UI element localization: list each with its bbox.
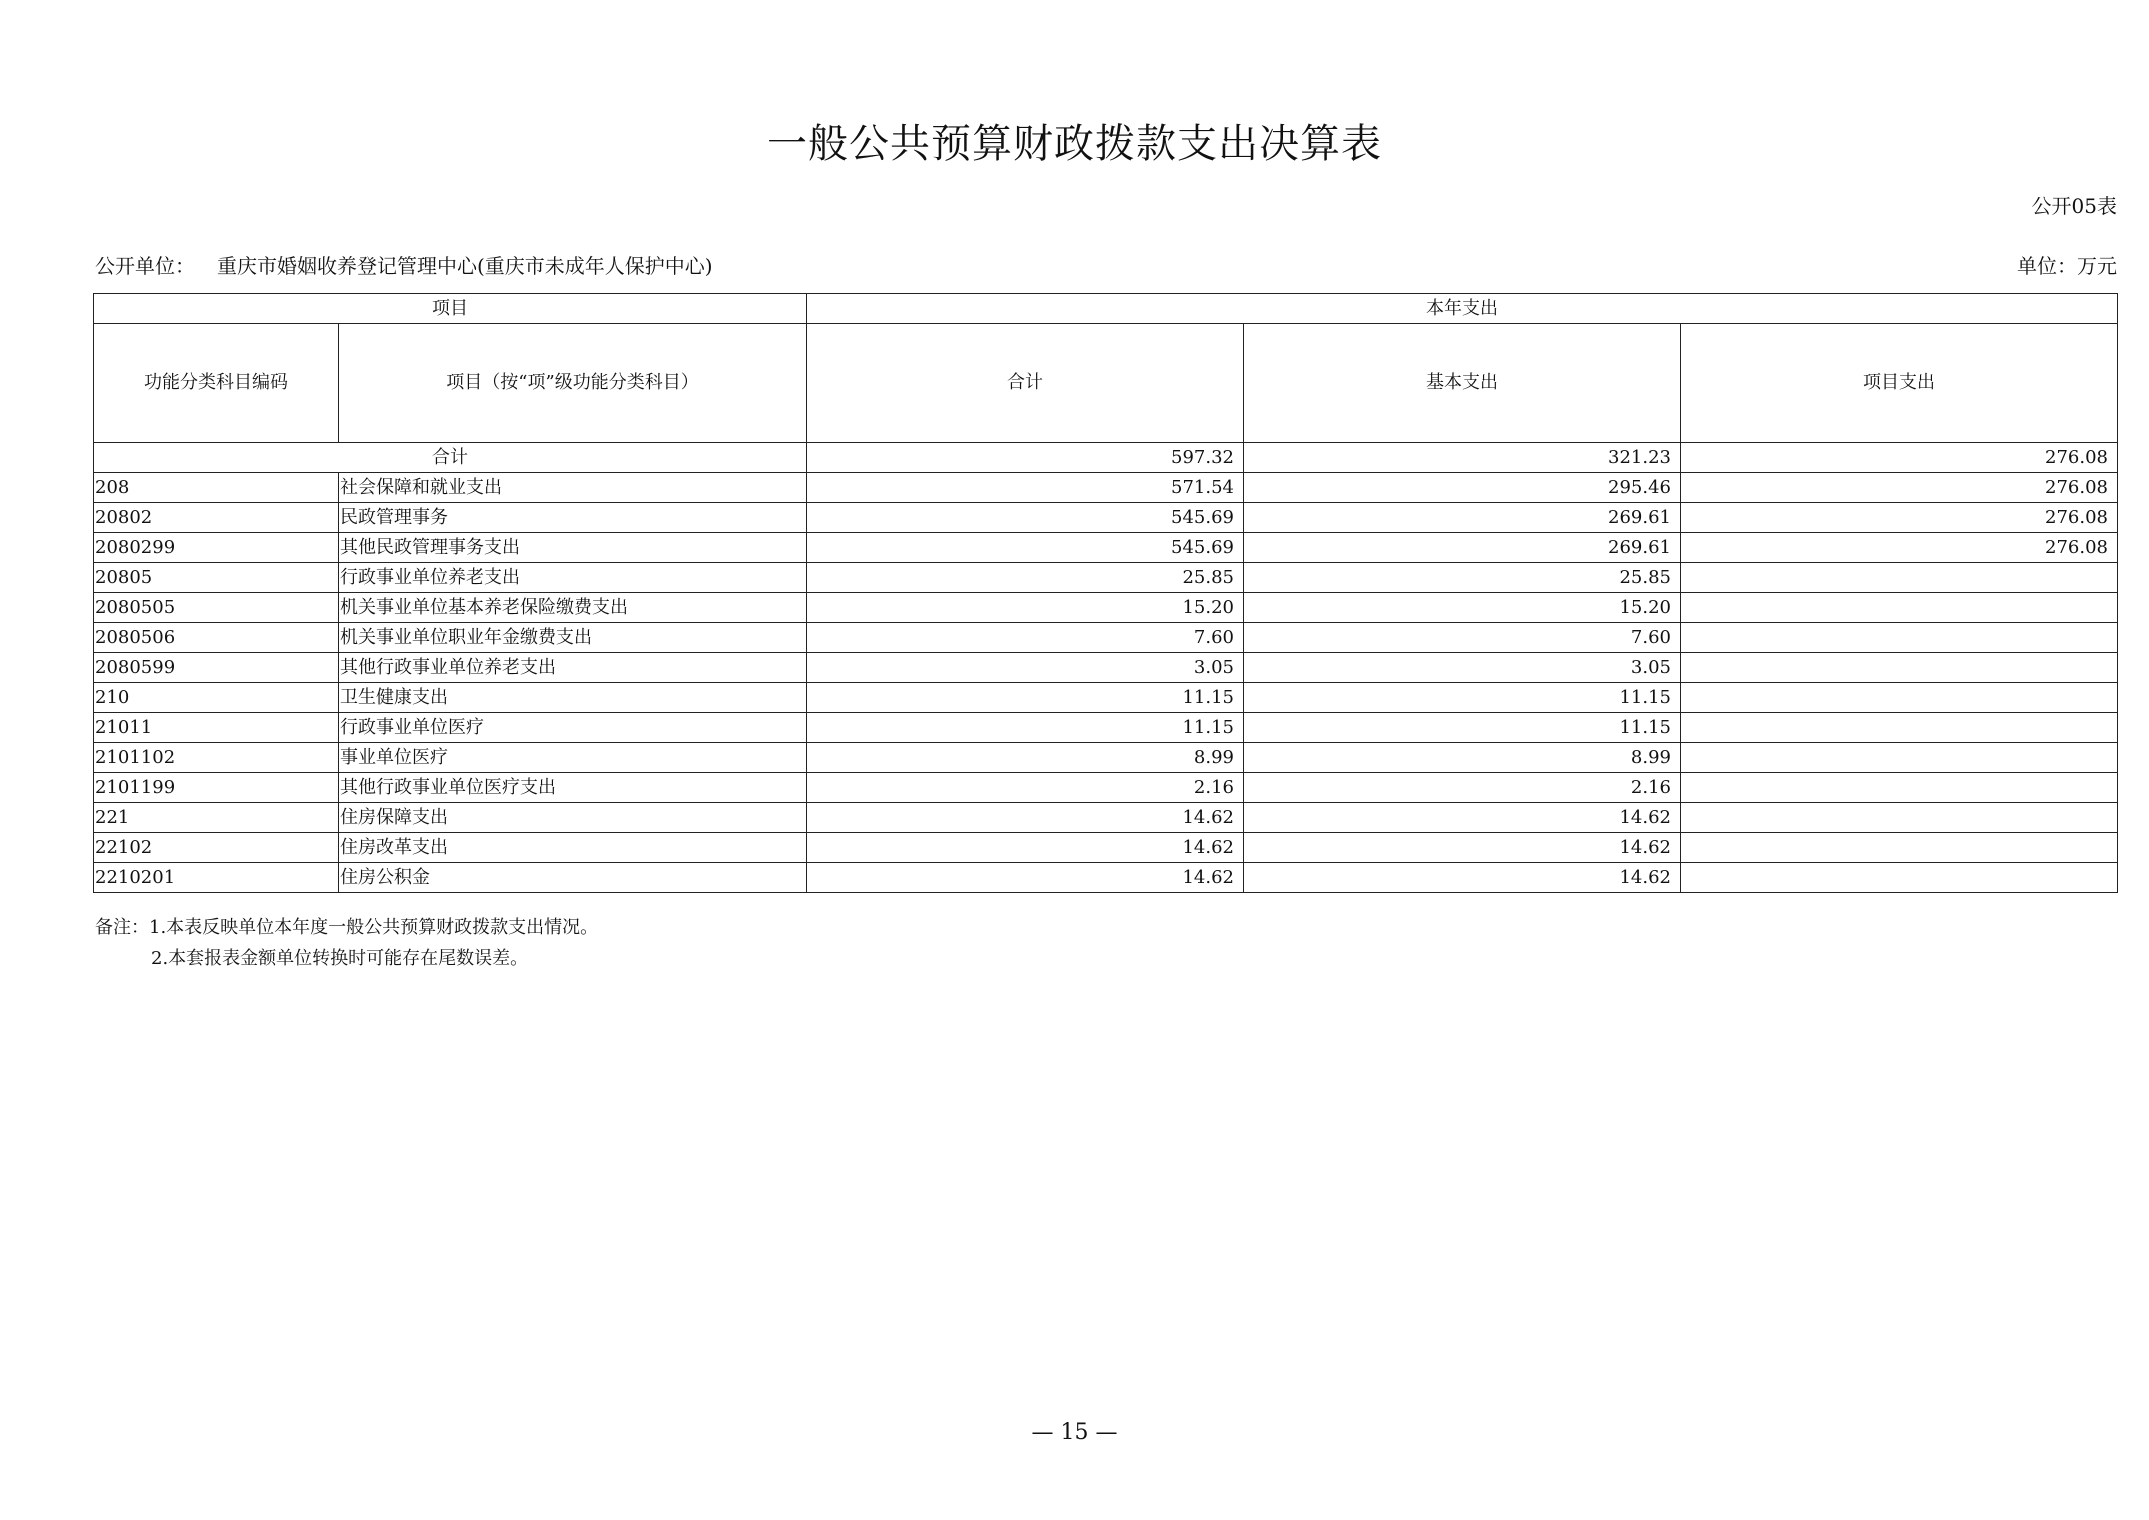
cell-name: 住房保障支出 (339, 803, 807, 833)
header-row-top (94, 294, 2118, 324)
cell-proj (1681, 593, 2118, 623)
header-total: 合计 (807, 324, 1244, 443)
cell-basic: 11.15 (1244, 713, 1681, 743)
total-basic: 321.23 (1244, 443, 1681, 473)
cell-proj (1681, 743, 2118, 773)
cell-total: 3.05 (807, 653, 1244, 683)
cell-code: 2210201 (94, 863, 339, 893)
cell-code: 2101199 (94, 773, 339, 803)
cell-total: 545.69 (807, 533, 1244, 563)
cell-proj (1681, 803, 2118, 833)
table-row (94, 593, 2118, 623)
header-project: 项目 (94, 294, 807, 324)
cell-basic: 11.15 (1244, 683, 1681, 713)
unit-line (95, 250, 2117, 279)
cell-proj (1681, 773, 2118, 803)
cell-basic: 7.60 (1244, 623, 1681, 653)
cell-total: 545.69 (807, 503, 1244, 533)
cell-name: 社会保障和就业支出 (339, 473, 807, 503)
table-row (94, 533, 2118, 563)
notes (95, 912, 598, 974)
cell-total: 8.99 (807, 743, 1244, 773)
cell-code: 20805 (94, 563, 339, 593)
cell-basic: 295.46 (1244, 473, 1681, 503)
cell-code: 208 (94, 473, 339, 503)
cell-basic: 3.05 (1244, 653, 1681, 683)
table-row (94, 713, 2118, 743)
cell-total: 571.54 (807, 473, 1244, 503)
cell-proj (1681, 623, 2118, 653)
note-1: 备注：1.本表反映单位本年度一般公共预算财政拨款支出情况。 (95, 917, 599, 938)
cell-code: 221 (94, 803, 339, 833)
cell-total: 15.20 (807, 593, 1244, 623)
cell-total: 2.16 (807, 773, 1244, 803)
cell-proj (1681, 863, 2118, 893)
table-row (94, 863, 2118, 893)
page-title: 一般公共预算财政拨款支出决算表 (767, 121, 1382, 167)
cell-basic: 14.62 (1244, 863, 1681, 893)
cell-name: 住房公积金 (339, 863, 807, 893)
cell-total: 11.15 (807, 713, 1244, 743)
org-info (95, 250, 713, 279)
table-row (94, 623, 2118, 653)
cell-total: 14.62 (807, 863, 1244, 893)
cell-code: 2080506 (94, 623, 339, 653)
cell-code: 2101102 (94, 743, 339, 773)
cell-code: 2080299 (94, 533, 339, 563)
total-label: 合计 (94, 443, 807, 473)
table-row (94, 563, 2118, 593)
cell-name: 民政管理事务 (339, 503, 807, 533)
page-number: — 15 — (1031, 1420, 1118, 1445)
cell-name: 卫生健康支出 (339, 683, 807, 713)
cell-basic: 8.99 (1244, 743, 1681, 773)
total-proj: 276.08 (1681, 443, 2118, 473)
cell-proj (1681, 713, 2118, 743)
org-label: 公开单位： (95, 254, 195, 278)
cell-basic: 14.62 (1244, 833, 1681, 863)
total-row (94, 443, 2118, 473)
cell-total: 25.85 (807, 563, 1244, 593)
cell-name: 机关事业单位职业年金缴费支出 (339, 623, 807, 653)
cell-code: 2080505 (94, 593, 339, 623)
table-row (94, 653, 2118, 683)
header-row-sub (94, 324, 2118, 443)
cell-proj (1681, 653, 2118, 683)
cell-name: 行政事业单位医疗 (339, 713, 807, 743)
cell-total: 7.60 (807, 623, 1244, 653)
header-name: 项目（按“项”级功能分类科目） (339, 324, 807, 443)
cell-name: 机关事业单位基本养老保险缴费支出 (339, 593, 807, 623)
cell-basic: 25.85 (1244, 563, 1681, 593)
cell-name: 行政事业单位养老支出 (339, 563, 807, 593)
cell-basic: 2.16 (1244, 773, 1681, 803)
cell-proj (1681, 563, 2118, 593)
cell-name: 其他行政事业单位医疗支出 (339, 773, 807, 803)
cell-proj (1681, 833, 2118, 863)
table-row (94, 833, 2118, 863)
cell-basic: 15.20 (1244, 593, 1681, 623)
header-current-year: 本年支出 (807, 294, 2118, 324)
table-row (94, 473, 2118, 503)
table-row (94, 803, 2118, 833)
cell-code: 210 (94, 683, 339, 713)
cell-code: 21011 (94, 713, 339, 743)
cell-proj: 276.08 (1681, 503, 2118, 533)
cell-total: 14.62 (807, 833, 1244, 863)
note-2: 2.本套报表金额单位转换时可能存在尾数误差。 (151, 948, 529, 969)
cell-name: 事业单位医疗 (339, 743, 807, 773)
unit-label: 单位：万元 (2017, 254, 2117, 278)
header-basic: 基本支出 (1244, 324, 1681, 443)
cell-name: 其他行政事业单位养老支出 (339, 653, 807, 683)
table-row (94, 773, 2118, 803)
cell-basic: 269.61 (1244, 533, 1681, 563)
cell-code: 22102 (94, 833, 339, 863)
cell-proj: 276.08 (1681, 473, 2118, 503)
cell-code: 20802 (94, 503, 339, 533)
cell-basic: 14.62 (1244, 803, 1681, 833)
cell-proj: 276.08 (1681, 533, 2118, 563)
cell-proj (1681, 683, 2118, 713)
cell-name: 其他民政管理事务支出 (339, 533, 807, 563)
header-proj: 项目支出 (1681, 324, 2118, 443)
table-row (94, 743, 2118, 773)
header-code: 功能分类科目编码 (94, 324, 339, 443)
cell-name: 住房改革支出 (339, 833, 807, 863)
cell-total: 14.62 (807, 803, 1244, 833)
org-name: 重庆市婚姻收养登记管理中心(重庆市未成年人保护中心) (217, 254, 713, 278)
table-row (94, 503, 2118, 533)
table-row (94, 683, 2118, 713)
cell-total: 11.15 (807, 683, 1244, 713)
form-number: 公开05表 (2031, 194, 2117, 218)
expenditure-table (93, 293, 2118, 893)
cell-basic: 269.61 (1244, 503, 1681, 533)
total-total: 597.32 (807, 443, 1244, 473)
cell-code: 2080599 (94, 653, 339, 683)
